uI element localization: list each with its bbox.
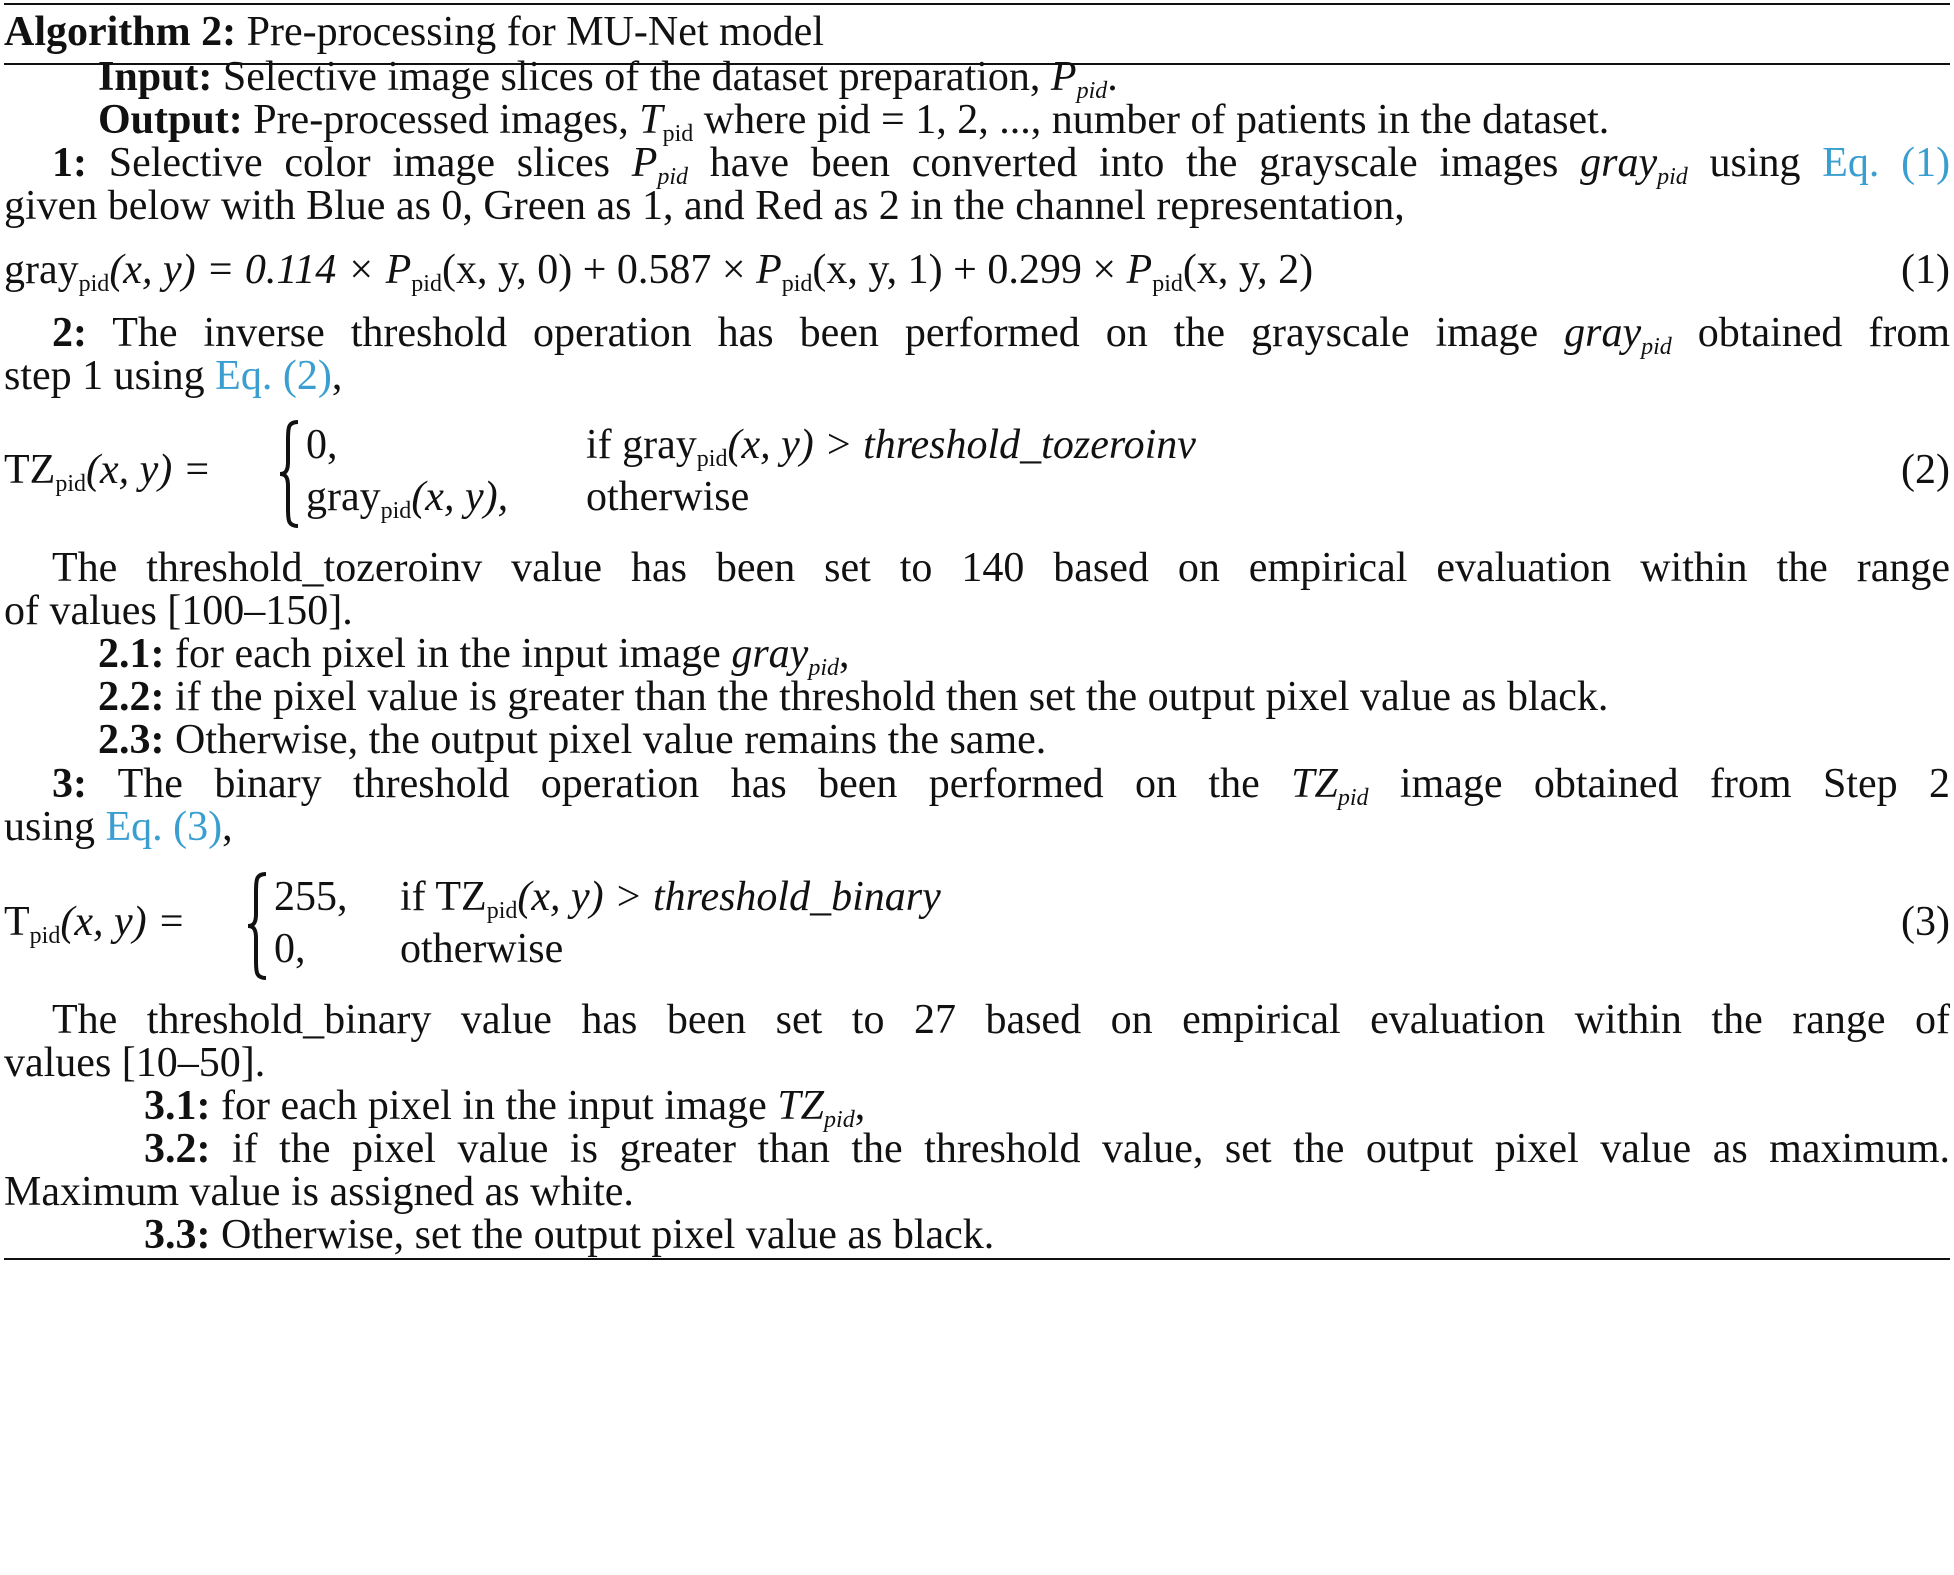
eq1-number: (1)	[1901, 247, 1950, 293]
output-label: Output:	[98, 97, 243, 143]
eq2-case1-cond-sub: pid	[696, 446, 728, 472]
substep-3-1-num: 3.1:	[144, 1083, 211, 1129]
eq3-lhs-name: T	[4, 899, 30, 945]
eq2-lhs-args: (x, y) =	[85, 447, 212, 493]
eq1-lhs-args: (x, y) = 0.114 ×	[109, 247, 386, 293]
substep-2-1-end: ,	[839, 631, 850, 677]
eq3-lhs-args: (x, y) =	[60, 899, 186, 945]
step1-line1	[4, 139, 1951, 190]
para2-line1: The threshold_tozeroinv value has been set to 140 based on empirical evaluation within the range	[52, 545, 1950, 591]
eq1-t1-var: P	[385, 247, 412, 293]
substep-3-1	[4, 1082, 1954, 1133]
step2-line2	[4, 352, 1950, 400]
input-sub: pid	[1076, 78, 1108, 104]
step2-line2-a: step 1 using	[4, 353, 205, 399]
eq3-case2: 0,	[274, 926, 306, 972]
input-end: .	[1107, 54, 1118, 100]
eq2-case2	[306, 473, 606, 524]
step3-line2-a: using	[4, 804, 96, 850]
eq2-case1-condition	[586, 421, 1486, 472]
eq1-t3-var: P	[1126, 247, 1153, 293]
eq3-link[interactable]: Eq. (3)	[105, 804, 223, 850]
eq1-t2-sub: pid	[781, 271, 813, 297]
output-line	[4, 96, 1954, 147]
step3-var: TZ	[1291, 761, 1338, 807]
eq3-case1-condition	[400, 873, 1300, 924]
step1-sub-gray: pid	[1657, 164, 1688, 190]
step3-line2	[4, 803, 1950, 851]
substep-3-1-end: ,	[854, 1083, 866, 1129]
eq1-lhs: gray	[4, 247, 79, 293]
step1-sub-p: pid	[657, 164, 689, 190]
step2-text-a: The inverse threshold operation has been performed on the grayscale image	[112, 310, 1539, 356]
eq3-brace	[246, 872, 270, 980]
eq3-case1-cond-sub: pid	[486, 898, 518, 924]
eq2-case1-cond-a: if gray	[586, 422, 697, 468]
para3-line1: The threshold_binary value has been set to 27 based on empirical evaluation within the range of	[52, 997, 1950, 1043]
substep-3-1-text: for each pixel in the input image	[221, 1083, 767, 1129]
substep-3-2	[4, 1125, 1950, 1173]
eq3-case1: 255,	[274, 874, 348, 920]
algorithm-label: Algorithm 2:	[4, 9, 237, 55]
eq1-t3-args: (x, y, 2)	[1182, 247, 1314, 293]
eq2-case2-val-sub: pid	[380, 498, 412, 524]
eq1-t1-sub: pid	[411, 271, 442, 297]
eq1-t2-args: (x, y, 1) + 0.299 ×	[812, 247, 1127, 293]
substep-2-3	[4, 716, 1954, 764]
substep-3-1-sub: pid	[824, 1107, 855, 1133]
step3-line1	[4, 760, 1951, 811]
bottom-rule	[4, 1258, 1950, 1260]
substep-2-3-num: 2.3:	[98, 717, 165, 763]
eq2-case1-val: 0,	[306, 422, 338, 468]
input-label: Input:	[98, 54, 213, 100]
step2-text-b: obtained from	[1697, 310, 1951, 356]
substep-3-3-num: 3.3:	[144, 1212, 211, 1258]
eq3-lhs-sub: pid	[29, 923, 61, 949]
substep-2-1-text: for each pixel in the input image	[175, 631, 721, 677]
step1-num: 1:	[52, 140, 87, 186]
eq2-case2-condition: otherwise	[586, 474, 750, 520]
output-sub: pid	[662, 121, 694, 147]
step1-text-b: have been converted into the grayscale images	[709, 140, 1559, 186]
eq2-lhs-sub: pid	[55, 471, 86, 497]
eq3-number: (3)	[1901, 899, 1950, 945]
eq1-t3-sub: pid	[1152, 271, 1183, 297]
algorithm-header	[4, 8, 1950, 56]
substep-2-1-sub: pid	[808, 655, 839, 681]
substep-2-3-text: Otherwise, the output pixel value remains the same.	[175, 717, 1047, 763]
substep-2-2-text: if the pixel value is greater than the threshold then set the output pixel value as black.	[175, 674, 1609, 720]
equation-1	[4, 246, 1950, 297]
substep-3-2-line2: Maximum value is assigned as white.	[4, 1169, 634, 1215]
eq1-t2-var: P	[756, 247, 782, 293]
substep-3-3-text: Otherwise, set the output pixel value as black.	[221, 1212, 995, 1258]
eq1-link[interactable]: Eq. (1)	[1822, 140, 1951, 186]
step2-num: 2:	[52, 310, 87, 356]
step2-line1	[4, 309, 1951, 360]
eq3-case2-condition: otherwise	[400, 926, 564, 972]
eq2-case2-val-b: (x, y),	[411, 474, 509, 520]
substep-2-1-var: gray	[731, 631, 809, 677]
step3-num: 3:	[52, 761, 87, 807]
eq3-case1-cond-a: if TZ	[400, 874, 487, 920]
step2-var-gray: gray	[1564, 310, 1642, 356]
step1-var-gray: gray	[1580, 140, 1658, 186]
step1-var-p: P	[631, 140, 658, 186]
substep-2-2	[4, 673, 1954, 721]
step2-line2-b: ,	[331, 353, 343, 399]
top-rule	[4, 3, 1950, 5]
eq3-case1-cond-b: (x, y) > threshold_binary	[517, 874, 941, 920]
step3-line2-b: ,	[222, 804, 233, 850]
eq2-brace	[278, 420, 302, 528]
input-var: P	[1050, 54, 1077, 100]
step3-text-b: image obtained from Step 2	[1399, 761, 1951, 807]
step2-sub-gray: pid	[1641, 334, 1672, 360]
eq2-lhs-name: TZ	[4, 447, 56, 493]
step1-text-a: Selective color image slices	[108, 140, 611, 186]
para2-line2: of values [100–150].	[4, 588, 353, 634]
algorithm-title: Pre-processing for MU-Net model	[246, 9, 824, 55]
eq2-case2-val-a: gray	[306, 474, 381, 520]
input-text: Selective image slices of the dataset preparation,	[222, 54, 1041, 100]
para3-line2: values [10–50].	[4, 1040, 266, 1086]
eq2-case1-cond-b: (x, y) > threshold_tozeroinv	[727, 422, 1196, 468]
substep-3-3	[4, 1211, 1954, 1259]
step3-text-a: The binary threshold operation has been performed on the	[117, 761, 1260, 807]
output-text: Pre-processed images,	[253, 97, 629, 143]
substep-3-1-var: TZ	[777, 1083, 825, 1129]
eq1-lhs-sub: pid	[78, 271, 110, 297]
substep-2-1	[4, 630, 1954, 681]
substep-3-2-num: 3.2:	[144, 1126, 211, 1172]
input-line	[4, 53, 1954, 104]
substep-3-2-text: if the pixel value is greater than the threshold value, set the output pixel value as maximum.	[232, 1126, 1951, 1172]
step3-sub: pid	[1337, 785, 1369, 811]
substep-2-2-num: 2.2:	[98, 674, 165, 720]
eq2-number: (2)	[1901, 447, 1950, 493]
output-var: T	[639, 97, 663, 143]
substep-2-1-num: 2.1:	[98, 631, 165, 677]
step1-text-c: using	[1709, 140, 1801, 186]
eq2-link[interactable]: Eq. (2)	[215, 353, 332, 399]
eq1-t1-args: (x, y, 0) + 0.587 ×	[441, 247, 757, 293]
step1-line2: given below with Blue as 0, Green as 1, and Red as 2 in the channel representation,	[4, 183, 1405, 229]
output-rest: where pid = 1, 2, ..., number of patients in the dataset.	[703, 97, 1610, 143]
